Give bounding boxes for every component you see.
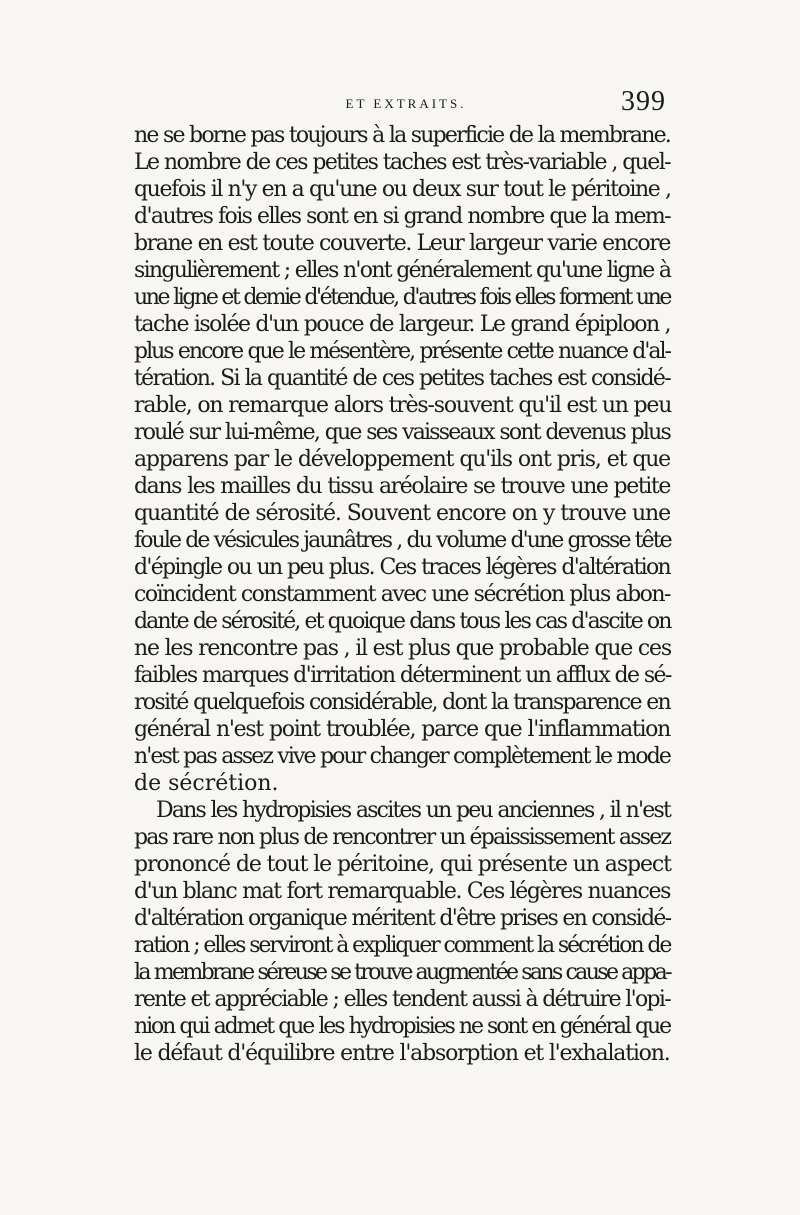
text-line: tache isolée d'un pouce de largeur. Le grand épiploon , (134, 312, 670, 337)
text-line: d'altération organique méritent d'être prises en considé- (134, 906, 671, 931)
text-line: rente et appréciable ; elles tendent aussi à détruire l'opi- (134, 987, 670, 1012)
text-line: d'épingle ou un peu plus. Ces traces légères d'altération (134, 555, 670, 580)
text-line: Le nombre de ces petites taches est très-variable , quel- (134, 150, 670, 175)
text-line: nion qui admet que les hydropisies ne sont en général que (134, 1014, 670, 1039)
text-line: rable, on remarque alors très-souvent qu'il est un peu (134, 393, 672, 418)
text-line: faibles marques d'irritation déterminent un afflux de sé- (134, 663, 671, 688)
text-line: plus encore que le mésentère, présente cette nuance d'al- (134, 339, 670, 364)
text-line: apparens par le développement qu'ils ont pris, et que (134, 447, 670, 472)
text-line: ne se borne pas toujours à la superficie de la membrane. (134, 123, 670, 148)
text-line: dans les mailles du tissu aréolaire se trouve une petite (134, 474, 670, 499)
text-line: d'autres fois elles sont en si grand nombre que la mem- (134, 204, 670, 229)
text-line: la membrane séreuse se trouve augmentée sans cause appa- (134, 960, 670, 985)
text-line: dante de sérosité, et quoique dans tous les cas d'ascite on (134, 609, 671, 634)
text-line: général n'est point troublée, parce que l'inflammation (134, 717, 670, 742)
text-line: n'est pas assez vive pour changer complètement le mode (134, 744, 670, 769)
paragraph-1 (134, 122, 670, 797)
text-line: quefois il n'y en a qu'une ou deux sur tout le péritoine , (134, 177, 671, 202)
text-line: tération. Si la quantité de ces petites taches est considé- (134, 366, 670, 391)
text-line: ration ; elles serviront à expliquer comment la sécrétion de (134, 933, 671, 958)
text-line: pas rare non plus de rencontrer un épaississement assez (134, 825, 671, 850)
running-head (134, 86, 670, 122)
text-line: ne les rencontre pas , il est plus que probable que ces (134, 636, 671, 661)
text-line: roulé sur lui-même, que ses vaisseaux sont devenus plus (134, 420, 670, 445)
text-line: quantité de sérosité. Souvent encore on y trouve une (134, 501, 670, 526)
text-line: le défaut d'équilibre entre l'absorption et l'exhalation. (134, 1041, 670, 1066)
paragraph-2 (134, 797, 670, 1067)
text-line: une ligne et demie d'étendue, d'autres fois elles forment une (134, 285, 670, 310)
body-text (134, 122, 670, 1067)
text-line: de sécrétion. (134, 771, 279, 796)
text-line: foule de vésicules jaunâtres , du volume d'une grosse tête (134, 528, 671, 553)
running-title: ET EXTRAITS. (345, 96, 467, 111)
page-number: 399 (621, 86, 666, 117)
text-line: brane en est toute couverte. Leur largeur varie encore (134, 231, 670, 256)
text-line: d'un blanc mat fort remarquable. Ces légères nuances (134, 879, 670, 904)
text-line: singulièrement ; elles n'ont généralement qu'une ligne à (134, 258, 671, 283)
text-line: prononcé de tout le péritoine, qui présente un aspect (134, 852, 671, 877)
text-line: coïncident constamment avec une sécrétion plus abon- (134, 582, 670, 607)
text-line: rosité quelquefois considérable, dont la transparence en (134, 690, 670, 715)
text-line: Dans les hydropisies ascites un peu anciennes , il n'est (156, 798, 670, 823)
